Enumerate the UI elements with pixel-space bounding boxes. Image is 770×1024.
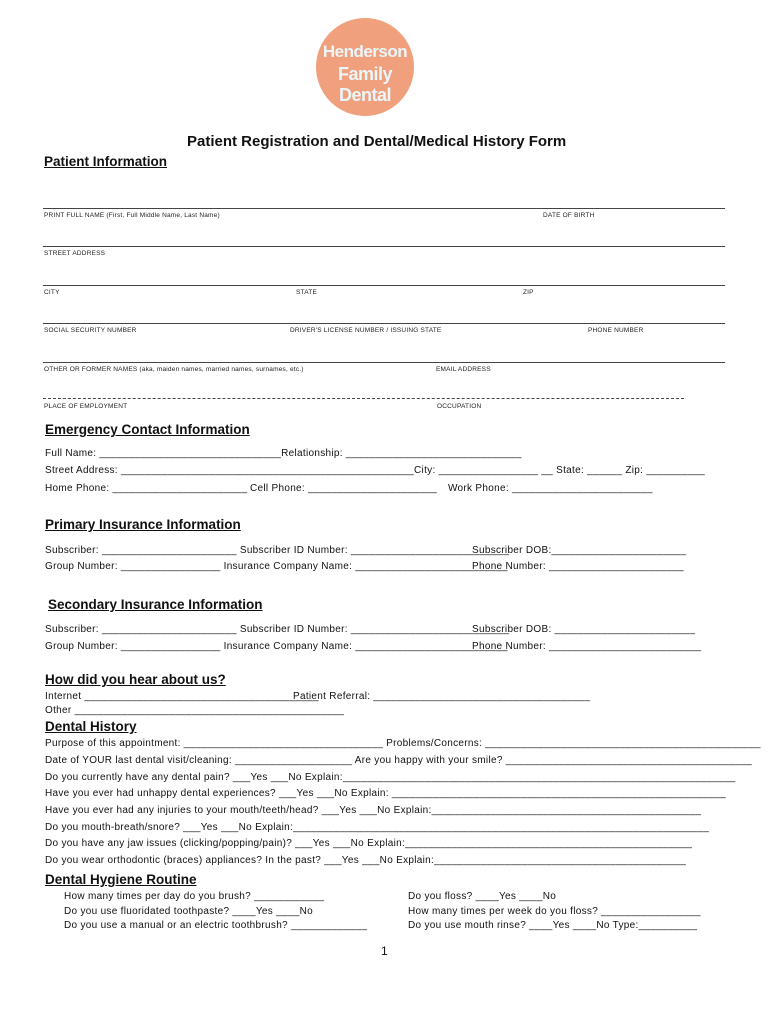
dental-history-row[interactable]: Purpose of this appointment: __________________________________ Problems/Concerns: _______________________________________________ (45, 738, 761, 749)
other-names-label: OTHER OR FORMER NAMES (aka, maiden names, married names, surnames, etc.) (44, 366, 304, 373)
secondary-ins-row2[interactable]: Group Number: _________________ Insurance Company Name: __________________________ (45, 641, 508, 652)
field-line-ssn[interactable] (43, 323, 725, 324)
occupation-label: OCCUPATION (437, 403, 482, 410)
phone-label: PHONE NUMBER (588, 327, 644, 334)
hygiene-right-row[interactable]: Do you use mouth rinse? ____Yes ____No Type:__________ (408, 920, 698, 931)
emergency-row-address[interactable]: Street Address: __________________________________________________City: _________________ __ State: ______ Zip: __________ (45, 465, 705, 476)
dl-label: DRIVER'S LICENSE NUMBER / ISSUING STATE (290, 327, 442, 334)
logo-line-2: Family Dental (337, 64, 393, 105)
employment-label: PLACE OF EMPLOYMENT (44, 403, 128, 410)
secondary-ins-row1[interactable]: Subscriber: _______________________ Subscriber ID Number: ___________________________ (45, 624, 510, 635)
emergency-cell-phone[interactable]: Cell Phone: ______________________ (250, 483, 438, 494)
street-label: STREET ADDRESS (44, 250, 106, 257)
hygiene-left-row[interactable]: Do you use a manual or an electric toothbrush? _____________ (64, 920, 368, 931)
hygiene-left-row[interactable]: Do you use fluoridated toothpaste? ____Yes ____No (64, 906, 313, 917)
secondary-ins-phone[interactable]: Phone Number: __________________________ (472, 641, 702, 652)
henderson-family-dental-logo (316, 18, 414, 116)
page-number: 1 (381, 944, 388, 958)
city-label: CITY (44, 289, 60, 296)
emergency-work-phone[interactable]: Work Phone: ________________________ (448, 483, 653, 494)
primary-insurance-heading: Primary Insurance Information (45, 517, 241, 532)
hear-internet[interactable]: Internet ________________________________________ (45, 691, 319, 702)
dob-label: DATE OF BIRTH (543, 212, 595, 219)
hear-other[interactable]: Other ______________________________________________ (45, 705, 345, 716)
hygiene-right-row[interactable]: Do you floss? ____Yes ____No (408, 891, 557, 902)
dental-history-row[interactable]: Do you currently have any dental pain? ___Yes ___No Explain:___________________________________________________________________ (45, 772, 736, 783)
state-label: STATE (296, 289, 317, 296)
secondary-ins-dob[interactable]: Subscriber DOB: ________________________ (472, 624, 696, 635)
hygiene-left-row[interactable]: How many times per day do you brush? ____________ (64, 891, 325, 902)
hygiene-right-row[interactable]: How many times per week do you floss? _________________ (408, 906, 701, 917)
secondary-insurance-heading: Secondary Insurance Information (48, 597, 263, 612)
dental-history-row[interactable]: Date of YOUR last dental visit/cleaning: ____________________ Are you happy with your smile? __________________________________________ (45, 755, 752, 766)
field-line-other-names[interactable] (43, 362, 725, 363)
field-line-street[interactable] (43, 246, 725, 247)
dental-history-row[interactable]: Do you have any jaw issues (clicking/popping/pain)? ___Yes ___No Explain:_________________________________________________ (45, 838, 693, 849)
dental-history-row[interactable]: Have you ever had any injuries to your mouth/teeth/head? ___Yes ___No Explain:______________________________________________ (45, 805, 702, 816)
dental-history-row[interactable]: Have you ever had unhappy dental experiences? ___Yes ___No Explain: _________________________________________________________ (45, 788, 727, 799)
ssn-label: SOCIAL SECURITY NUMBER (44, 327, 137, 334)
logo-line-1: Henderson (322, 42, 408, 61)
primary-ins-row2[interactable]: Group Number: _________________ Insurance Company Name: __________________________ (45, 561, 508, 572)
emergency-heading: Emergency Contact Information (45, 422, 250, 437)
full-name-label: PRINT FULL NAME (First, Full Middle Name, Last Name) (44, 212, 220, 219)
primary-ins-phone[interactable]: Phone Number: _______________________ (472, 561, 684, 572)
dental-hygiene-heading: Dental Hygiene Routine (45, 872, 197, 887)
hear-referral[interactable]: Patient Referral: _____________________________________ (293, 691, 591, 702)
primary-ins-row1[interactable]: Subscriber: _______________________ Subscriber ID Number: ___________________________ (45, 545, 510, 556)
form-title: Patient Registration and Dental/Medical History Form (187, 133, 567, 150)
email-label: EMAIL ADDRESS (436, 366, 491, 373)
primary-ins-dob[interactable]: Subscriber DOB:_______________________ (472, 545, 687, 556)
dental-history-row[interactable]: Do you wear orthodontic (braces) appliances? In the past? ___Yes ___No Explain:___________________________________________ (45, 855, 687, 866)
field-line-employment[interactable] (43, 398, 684, 399)
patient-info-heading: Patient Information (44, 154, 168, 169)
emergency-home-phone[interactable]: Home Phone: _______________________ (45, 483, 248, 494)
zip-label: ZIP (523, 289, 534, 296)
hear-about-us-heading: How did you hear about us? (45, 672, 226, 687)
dental-history-row[interactable]: Do you mouth-breath/snore? ___Yes ___No Explain:_______________________________________________________________________ (45, 822, 710, 833)
emergency-row-name[interactable]: Full Name: _______________________________Relationship: ______________________________ (45, 448, 522, 459)
field-line-name[interactable] (43, 208, 725, 209)
field-line-city[interactable] (43, 285, 725, 286)
dental-history-heading: Dental History (45, 719, 137, 734)
